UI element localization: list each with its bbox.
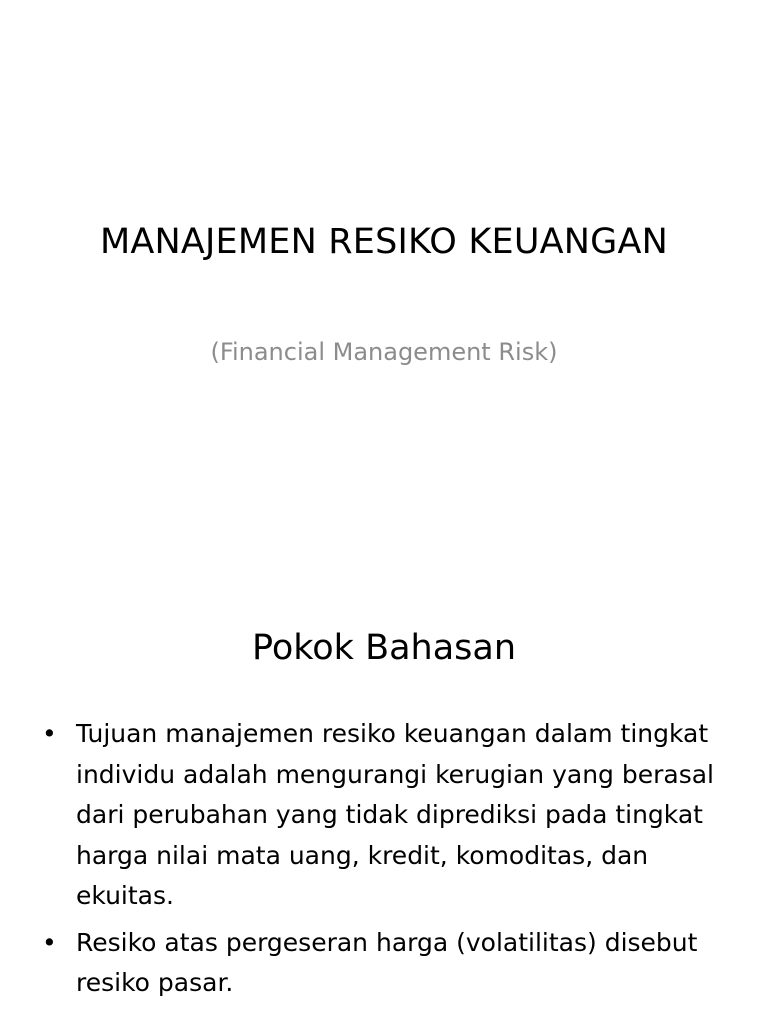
bullet-list <box>40 714 730 1010</box>
slide-content <box>0 576 768 1024</box>
bullet-text: Resiko atas pergeseran harga (volatilitas) disebut resiko pasar. <box>76 927 698 997</box>
bullet-dot-icon: • <box>42 719 57 748</box>
slide-subtitle: (Financial Management Risk) <box>210 338 558 366</box>
bullet-text: Tujuan manajemen resiko keuangan dalam tingkat individu adalah mengurangi kerugian yang berasal dari perubahan yang tidak diprediksi pada tingkat harga nilai mata uang, kredit, komoditas, dan ekuitas. <box>76 719 715 910</box>
bullet-item <box>40 714 730 917</box>
bullet-dot-icon: • <box>42 927 57 957</box>
slide-main-title: MANAJEMEN RESIKO KEUANGAN <box>99 222 669 262</box>
bullet-item <box>40 923 730 1004</box>
section-title: Pokok Bahasan <box>251 628 517 668</box>
